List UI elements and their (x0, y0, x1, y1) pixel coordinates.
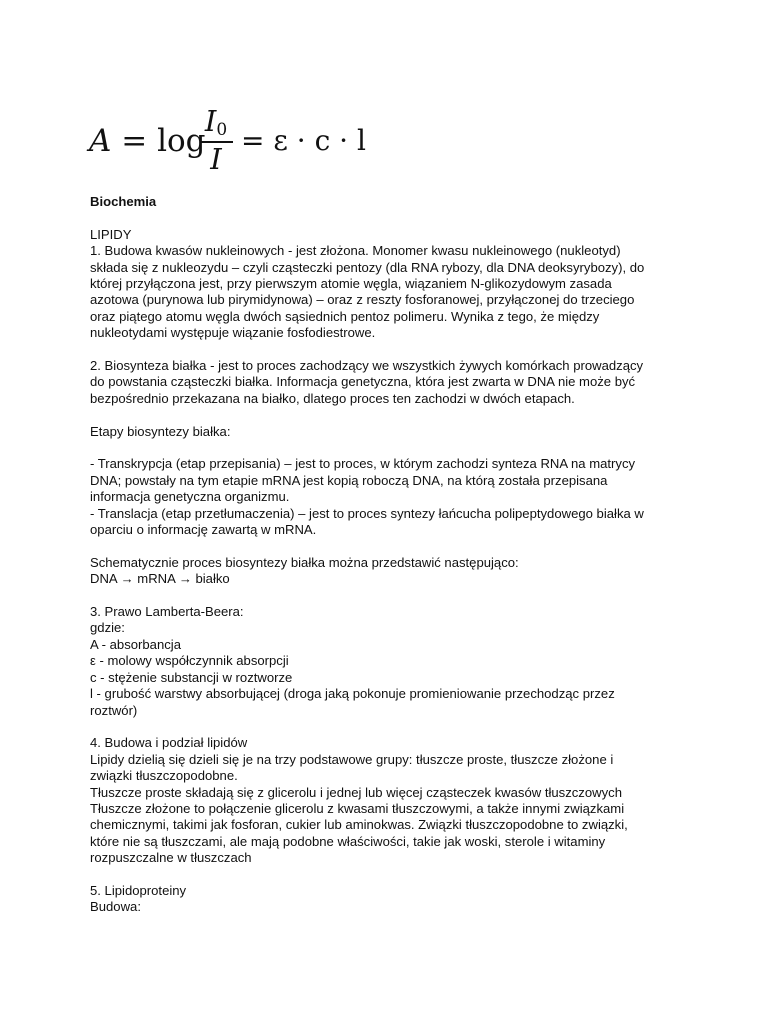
text-line: A - absorbancja (90, 636, 181, 652)
etapy-heading: Etapy biosyntezy białka: (90, 423, 231, 439)
text-line: Lipidy dzielią się dzieli się je na trzy podstawowe grupy: tłuszcze proste, tłuszcze złożone i (90, 751, 614, 767)
text-line: l - grubość warstwy absorbującej (droga jaką pokonuje promieniowanie przechodząc przez (90, 686, 615, 702)
document-text (90, 194, 690, 916)
section-lambert-beer (90, 604, 690, 719)
formula-denominator: I (210, 142, 222, 176)
text-line: - Transkrypcja (etap przepisania) – jest to proces, w którym zachodzi synteza RNA na matrycy (90, 456, 636, 472)
text-line: ε - molowy współczynnik absorpcji (90, 653, 289, 669)
text-line: Budowa: (90, 899, 141, 915)
formula-numerator: $I_0$ (204, 104, 228, 140)
text-line: bezpośrednio przekazana na białko, dlatego proces ten zachodzi w dwóch etapach. (90, 390, 575, 406)
formula-fraction (201, 106, 231, 176)
text-line: DNA; powstały na tym etapie mRNA jest kopią roboczą DNA, na którą została przepisana (90, 472, 608, 488)
text-line: składa się z nukleozydu – czyli cząsteczki pentozy (dla RNA rybozy, dla DNA deoksyrybozy), do (90, 259, 645, 275)
text-line: 3. Prawo Lamberta-Beera: (90, 604, 244, 620)
text-line: chemicznymi, takimi jak fosforan, cukier lub aminokwas. Związki tłuszczopodobne to związki, (90, 817, 628, 833)
text-line: 2. Biosynteza białka - jest to proces zachodzący we wszystkich żywych komórkach prowadzący (90, 358, 644, 374)
formula-lhs-var: A (89, 123, 112, 159)
text-line: 1. Budowa kwasów nukleinowych - jest złożona. Monomer kwasu nukleinowego (nukleotyd) (90, 243, 621, 259)
formula-log: log (157, 123, 206, 159)
section-heading-lipidy: LIPIDY (90, 226, 132, 242)
text-line: nukleotydami występuje wiązanie fosfodiestrowe. (90, 325, 376, 341)
text-line: Schematycznie proces biosyntezy białka można przedstawić następująco: (90, 554, 519, 570)
text-line: informacja genetyczna organizmu. (90, 489, 290, 505)
text-line: do powstania cząsteczki białka. Informacja genetyczna, która jest zwarta w DNA nie może być (90, 374, 636, 390)
text-line: rozpuszczalne w tłuszczach (90, 850, 252, 866)
text-line: 4. Budowa i podział lipidów (90, 735, 248, 751)
text-line: oraz piątego atomu węgla dwóch sąsiednich pentoz polimeru. Wynika z tego, że między (90, 308, 600, 324)
formula-rhs: = ε · c · l (241, 124, 366, 157)
text-line: DNA → mRNA → białko (90, 571, 230, 587)
text-line: c - stężenie substancji w roztworze (90, 669, 293, 685)
text-line: której przyłączona jest, przy pierwszym atomie węgla, wiązaniem N-glikozydowym zasada (90, 276, 612, 292)
section-nucleic-acids (90, 243, 690, 341)
text-line: 5. Lipidoproteiny (90, 882, 187, 898)
text-line: gdzie: (90, 620, 125, 636)
text-line: Tłuszcze złożone to połączenie glicerolu z kwasami tłuszczowymi, a także innymi związkami (90, 800, 625, 816)
section-lipoproteins (90, 883, 690, 916)
formula-numerator-sub: 0 (216, 120, 228, 140)
formula-lhs (89, 124, 206, 158)
section-protein-biosynthesis (90, 358, 690, 407)
section-schematic (90, 555, 690, 588)
text-line: azotowa (purynowa lub pirymidynowa) – oraz z reszty fosforanowej, przyłączonej do trzeciego (90, 292, 635, 308)
text-line: Tłuszcze proste składają się z glicerolu i jednej lub więcej cząsteczek kwasów tłuszczowych (90, 784, 622, 800)
section-biosynthesis-stages (90, 456, 690, 538)
text-line: oparciu o informację zawartą w mRNA. (90, 522, 317, 538)
text-line: związki tłuszczopodobne. (90, 768, 238, 784)
formula-equals: = (121, 123, 148, 159)
text-line: - Translacja (etap przetłumaczenia) – jest to proces syntezy łańcucha polipeptydowego białka w (90, 505, 644, 521)
lambert-beer-formula (89, 102, 366, 182)
section-lipid-classification (90, 735, 690, 866)
text-line: roztwór) (90, 702, 138, 718)
text-line: które nie są tłuszczami, ale mają podobne właściwości, takie jak woski, sterole i witaminy (90, 833, 606, 849)
document-title: Biochemia (90, 194, 157, 209)
